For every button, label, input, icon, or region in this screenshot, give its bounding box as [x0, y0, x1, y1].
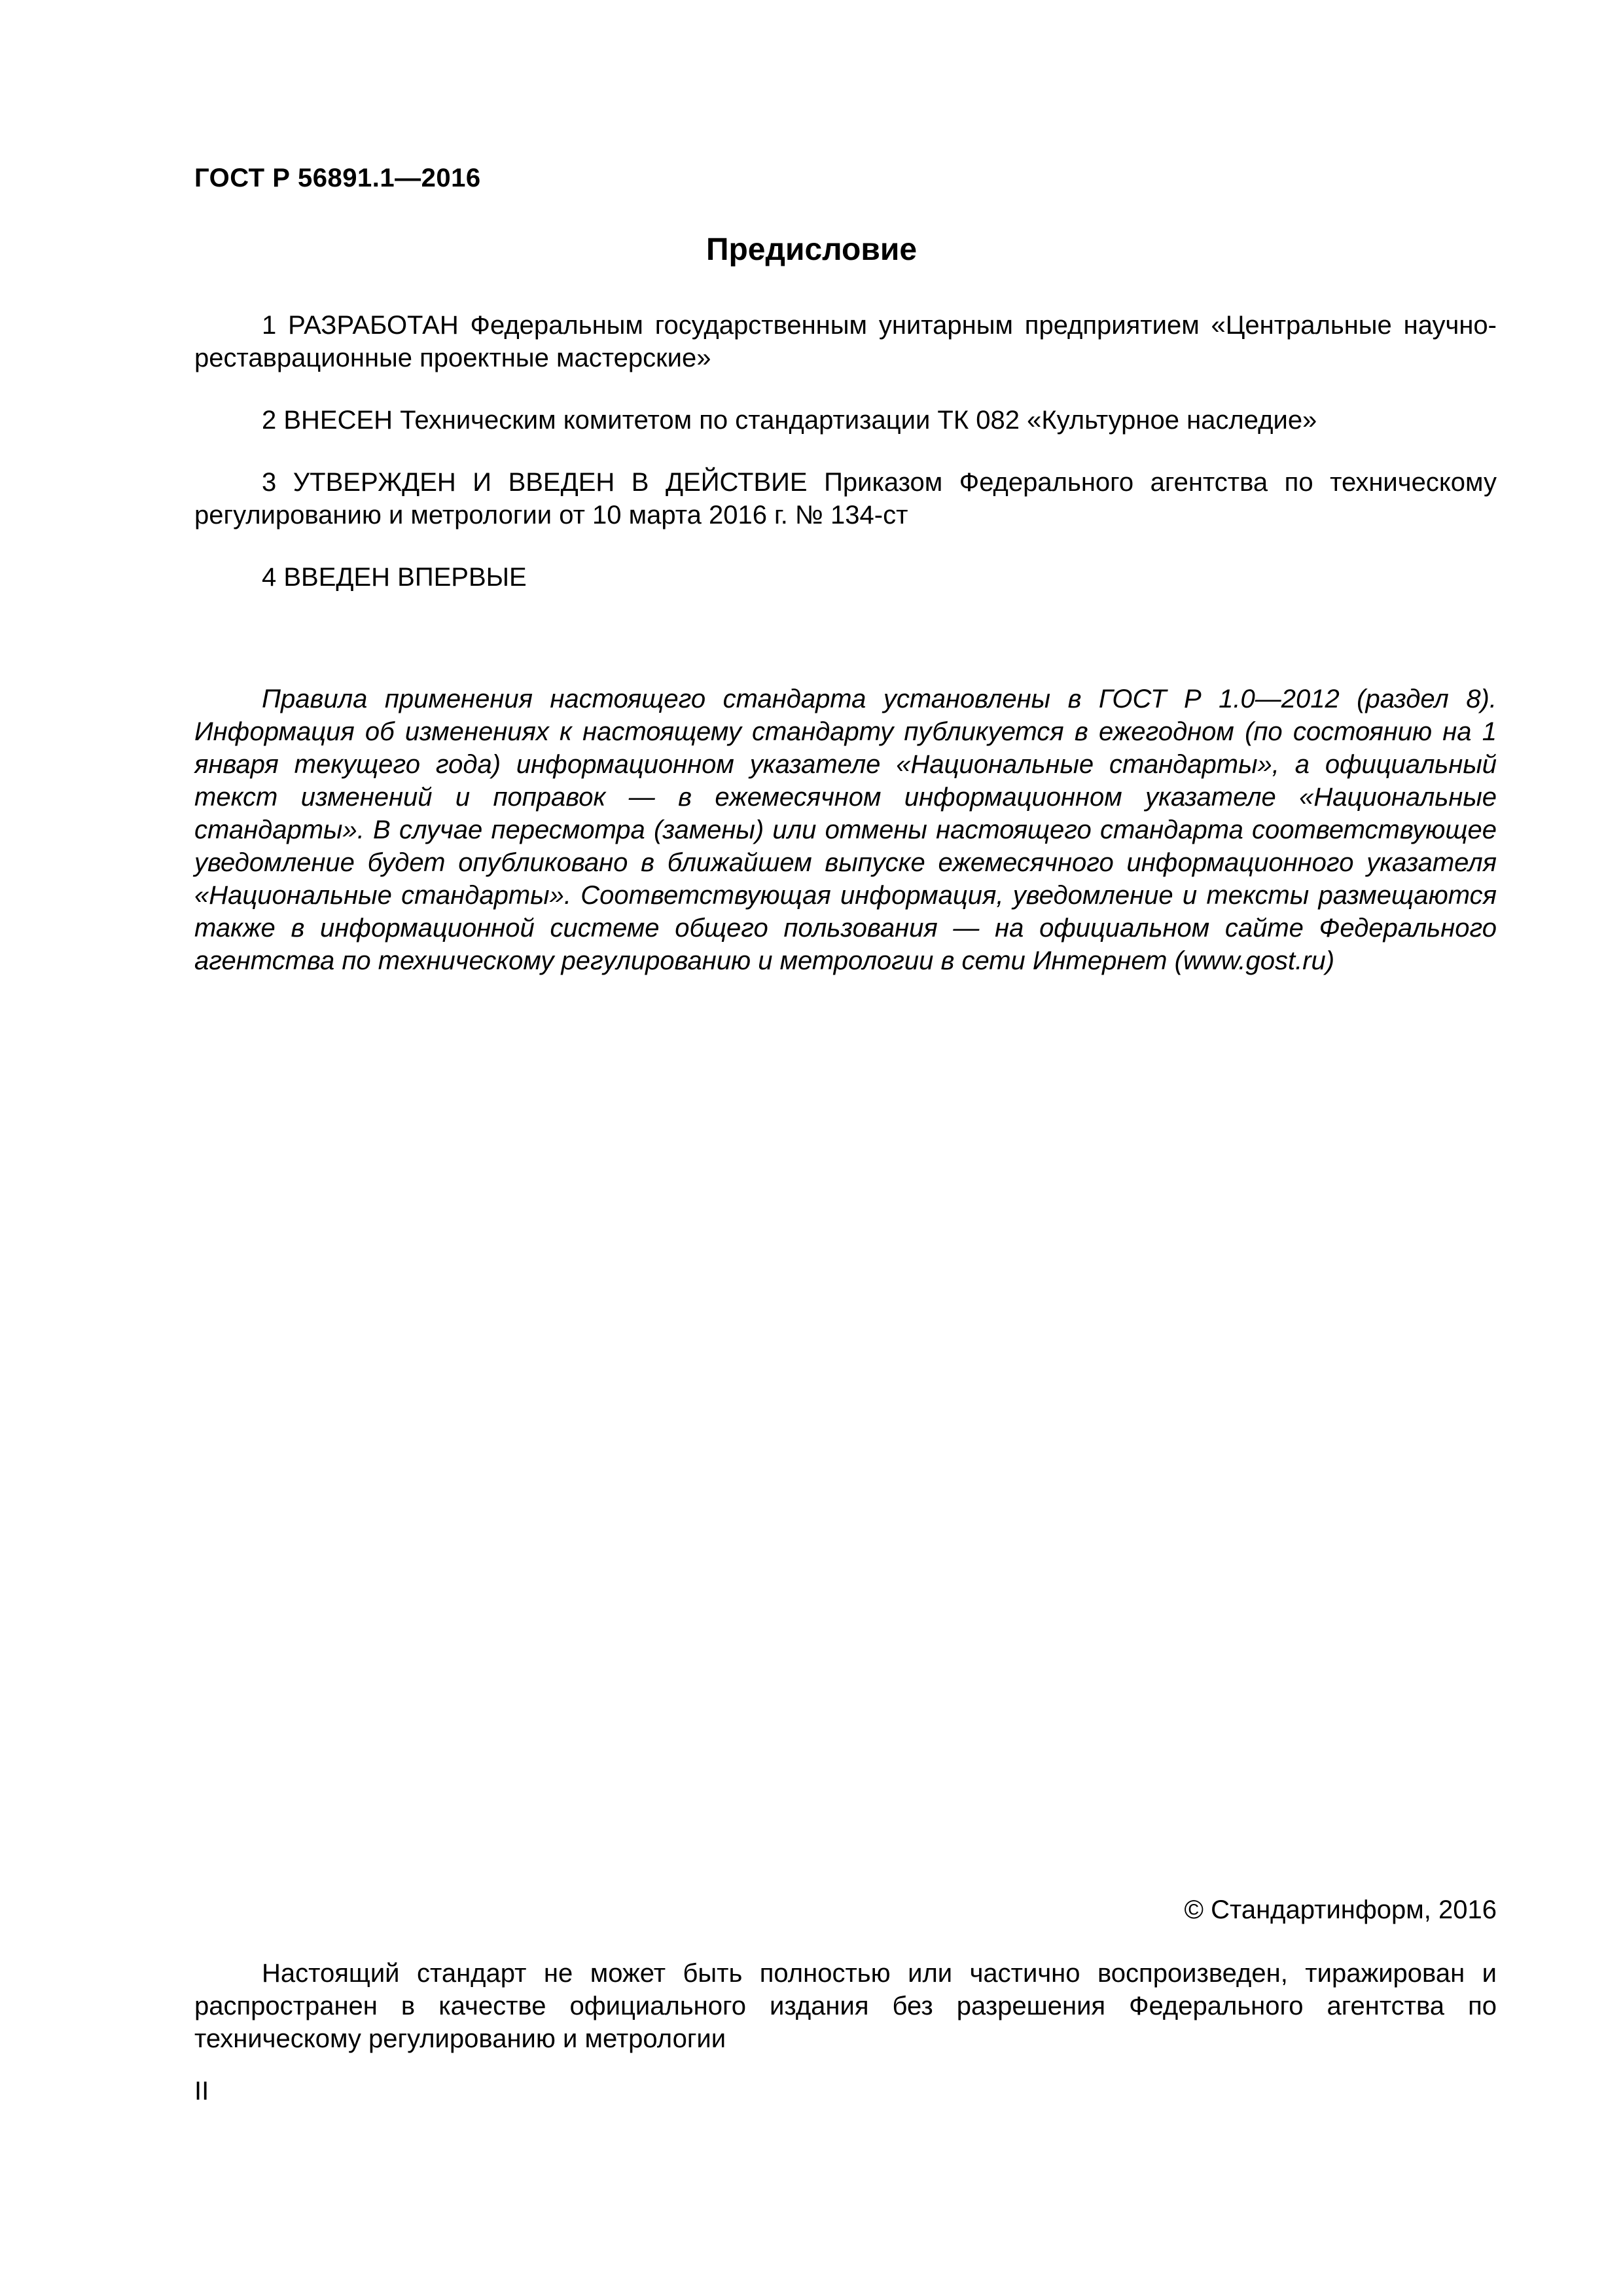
- reproduction-restriction: Настоящий стандарт не может быть полностью или частично воспроизведен, тиражирован и распространен в качестве официального издания без разрешения Федерального агентства по техническому регулированию и метрологии: [194, 1959, 1497, 2053]
- foreword-item-approved: 3 УТВЕРЖДЕН И ВВЕДЕН В ДЕЙСТВИЕ Приказом Федерального агентства по техническому регулированию и метрологии от 10 марта 2016 г. № 134-ст: [194, 468, 1497, 529]
- copyright-line: © Стандартинформ, 2016: [1184, 1895, 1497, 1924]
- foreword-item-developed: 1 РАЗРАБОТАН Федеральным государственным унитарным предприятием «Центральные научно-реставрационные проектные мастерские»: [194, 311, 1497, 372]
- foreword-item-first-introduced: 4 ВВЕДЕН ВПЕРВЫЕ: [262, 563, 527, 592]
- standard-designation: ГОСТ Р 56891.1—2016: [194, 164, 481, 192]
- page-number: II: [194, 2077, 209, 2106]
- foreword-item-introduced: 2 ВНЕСЕН Техническим комитетом по стандартизации ТК 082 «Культурное наследие»: [262, 406, 1317, 435]
- foreword-heading: Предисловие: [705, 232, 918, 267]
- application-rules-notice: Правила применения настоящего стандарта установлены в ГОСТ Р 1.0—2012 (раздел 8). Информация об изменениях к настоящему стандарту публикуется в ежегодном (по состоянию на 1 января текущего года) информационном указателе «Национальные стандарты», а официальный текст изменений и поправок — в ежемесячном информационном указателе «Национальные стандарты». В случае пересмотра (замены) или отмены настоящего стандарта соответствующее уведомление будет опубликовано в ближайшем выпуске ежемесячного информационного указателя «Национальные стандарты». Соответствующая информация, уведомление и тексты размещаются также в информационной системе общего пользования — на официальном сайте Федерального агентства по техническому регулированию и метрологии в сети Интернет (www.gost.ru): [194, 685, 1497, 975]
